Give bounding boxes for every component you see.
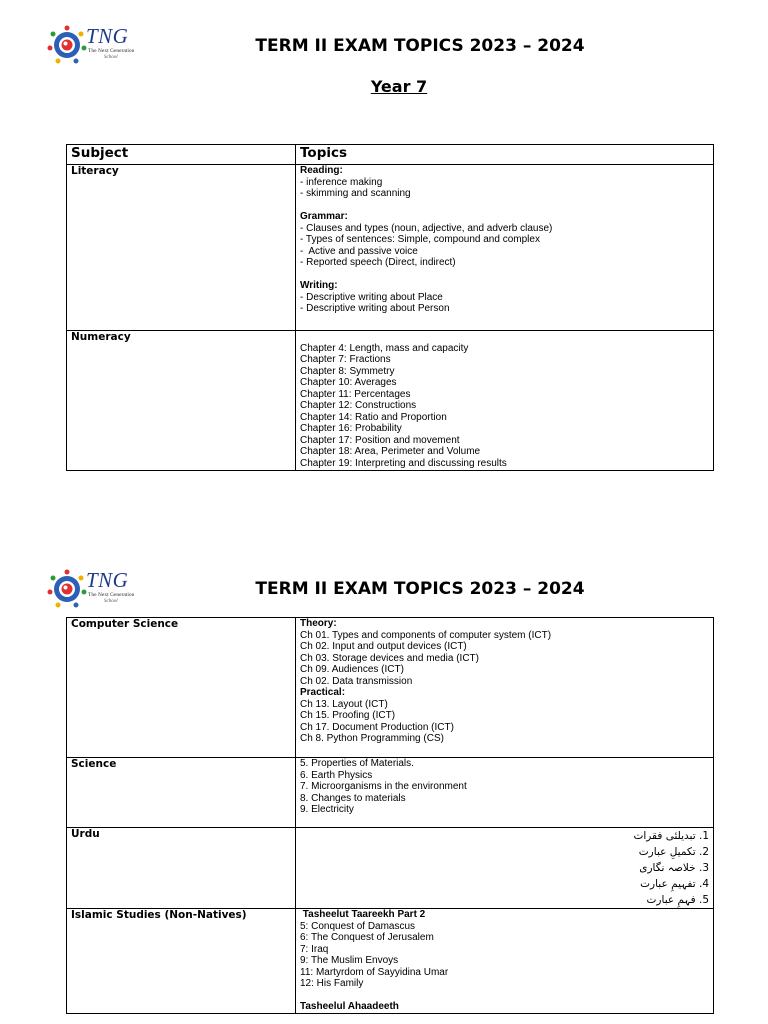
topic-line: Chapter 19: Interpreting and discussing results [300,457,507,469]
topic-line: Chapter 11: Percentages [300,388,411,400]
topic-line: Ch 02. Data transmission [300,675,413,687]
topic-line: Chapter 18: Area, Perimeter and Volume [300,446,481,457]
page-title: TERM II EXAM TOPICS 2023 – 2024 [255,579,585,599]
topic-line: - Descriptive writing about Person [300,303,450,314]
topic-line: - Active and passive voice [300,245,418,257]
topic-line [300,200,709,212]
urdu-topic-line: 5. فہمِ عبارت [646,894,709,906]
topic-line: - Reported speech (Direct, indirect) [300,257,456,268]
topic-line: Ch 09. Audiences (ICT) [300,664,404,675]
table-row-urdu [67,828,714,909]
table-row-islamic-studies [67,909,714,1014]
urdu-topic-line: 4. تفہیمِ عبارت [640,878,709,890]
logo-subtitle: The Next Generation [88,48,135,54]
table-row-literacy [67,165,714,331]
topic-line: Chapter 12: Constructions [300,400,417,411]
table-header-row [67,145,714,165]
logo-subtitle-school: School [104,599,118,604]
topic-line: Chapter 10: Averages [300,377,397,388]
topic-line [300,745,709,757]
topics-table-page2 [66,617,714,1014]
subject-cell: Urdu [67,828,296,909]
topic-line: Chapter 17: Position and movement [300,434,460,446]
topic-line: Writing: [300,280,338,291]
topic-line: Chapter 7: Fractions [300,354,391,365]
topic-line: Tasheelut Taareekh Part 2 [300,909,426,920]
topic-line [300,990,709,1002]
topics-cell [296,331,714,471]
topic-line: Ch 8. Python Programming (CS) [300,733,444,744]
logo-subtitle-school: School [104,55,118,60]
topic-line: Chapter 8: Symmetry [300,365,395,377]
topic-line: 8. Changes to materials [300,792,406,804]
logo-text: TNG [86,24,129,48]
topic-line: Practical: [300,687,346,698]
topic-line: Grammar: [300,211,348,222]
table-row-numeracy [67,331,714,471]
topic-line: - Types of sentences: Simple, compound and complex [300,234,540,245]
topic-line: - skimming and scanning [300,188,411,199]
topic-line: 5. Properties of Materials. [300,758,414,769]
topics-table-page1 [66,144,714,471]
topic-line: - Clauses and types (noun, adjective, and adverb clause) [300,222,553,234]
topic-line: Chapter 16: Probability [300,423,402,434]
table-row-science [67,758,714,828]
urdu-topic-line: 2. تکمیلِ عبارت [638,846,709,858]
topic-line: 6. Earth Physics [300,769,373,781]
topic-line: 9: The Muslim Envoys [300,955,399,966]
urdu-topic-line: 1. تبدیلئی فقرات [633,830,709,842]
topic-line: Ch 01. Types and components of computer system (ICT) [300,629,552,641]
logo-subtitle: The Next Generation [88,592,135,598]
subject-cell: Science [67,758,296,828]
topic-line: 7. Microorganisms in the environment [300,781,467,792]
topic-line: - inference making [300,176,383,188]
subject-cell: Computer Science [67,618,296,758]
topics-cell [296,758,714,828]
topic-line: 7: Iraq [300,943,329,955]
topics-cell [296,618,714,758]
topic-line [300,269,709,281]
topic-line: Theory: [300,618,337,629]
topics-cell [296,909,714,1014]
header-subject: Subject [67,145,296,165]
topic-line: 12: His Family [300,978,364,989]
topic-line: 9. Electricity [300,804,354,815]
topic-line: Tasheelul Ahaadeeth [300,1001,399,1012]
topics-cell [296,165,714,331]
urdu-topic-line: 3. خلاصہ نگاری [639,862,709,874]
topic-line: Chapter 14: Ratio and Proportion [300,411,447,423]
logo-text: TNG [86,568,129,592]
topics-cell [296,828,714,909]
topic-line: - Descriptive writing about Place [300,291,443,303]
header-topics: Topics [296,145,714,165]
topic-line: Ch 03. Storage devices and media (ICT) [300,652,479,664]
topic-line: Ch 15. Proofing (ICT) [300,710,396,721]
subject-cell: Literacy [67,165,296,331]
table-row-computer-science [67,618,714,758]
year-heading: Year 7 [370,77,428,96]
topic-line [300,816,709,828]
topic-line: 11: Martyrdom of Sayyidina Umar [300,966,449,978]
topic-line: 5: Conquest of Damascus [300,920,416,932]
topic-line: Ch 13. Layout (ICT) [300,698,388,710]
topic-line [300,331,709,343]
topic-line: Reading: [300,165,343,176]
topic-line [300,315,709,327]
topic-line: Chapter 4: Length, mass and capacity [300,342,469,354]
topic-line: Ch 17. Document Production (ICT) [300,721,454,733]
subject-cell: Islamic Studies (Non-Natives) [67,909,296,1014]
topic-line: 6: The Conquest of Jerusalem [300,932,434,943]
subject-cell: Numeracy [67,331,296,471]
page-title: TERM II EXAM TOPICS 2023 – 2024 [255,36,585,56]
topic-line: Ch 02. Input and output devices (ICT) [300,641,467,652]
